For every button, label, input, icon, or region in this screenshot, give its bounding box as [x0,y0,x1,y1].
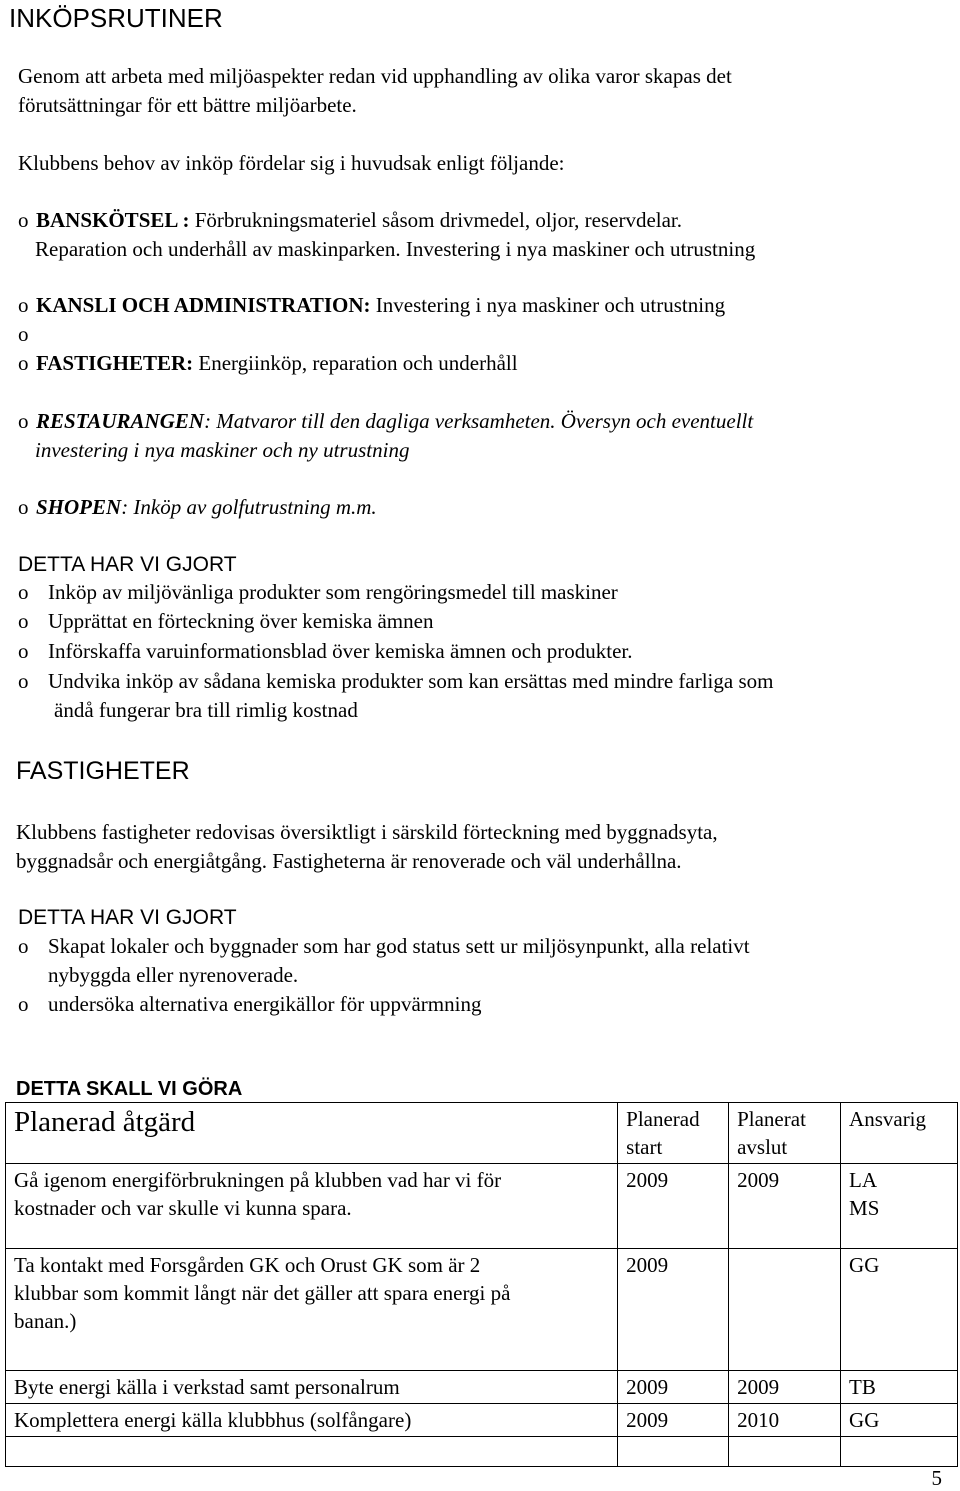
header-cell [618,1103,729,1164]
table-row [6,1437,958,1467]
bullet: o [18,409,29,433]
intro-line-1: Genom att arbeta med miljöaspekter redan vid upphandling av olika varor skapas det [18,64,732,88]
bullet: o [18,639,29,663]
start-cell: 2009 [618,1164,729,1249]
fastigheter-line-1: Klubbens fastigheter redovisas översiktligt i särskild förteckning med byggnadsyta, [16,820,718,844]
category-fastigheter [18,349,518,378]
category-banskotsel [18,206,682,235]
row-1-action-2: kostnader och var skulle vi kunna spara. [14,1196,352,1220]
kansli-label: KANSLI OCH ADMINISTRATION: [36,293,371,317]
row-1-resp-2: MS [849,1196,880,1220]
shopen-text: : Inköp av golfutrustning m.m. [121,495,377,519]
done2-item-1-text: Skapat lokaler och byggnader som har god status sett ur miljösynpunkt, alla relativt [48,934,750,958]
end-cell: 2009 [729,1371,841,1404]
action-cell [6,1249,618,1371]
table-row [6,1371,958,1404]
bullet: o [18,992,29,1016]
plan-table [5,1102,958,1467]
done1-item-4-cont: ändå fungerar bra till rimlig kostnad [54,698,358,722]
bullet: o [18,293,29,317]
done2-item-1 [18,932,750,961]
done2-item-1-cont: nybyggda eller nyrenoverade. [48,963,299,987]
done2-item-2 [18,990,481,1019]
page-number: 5 [931,1466,942,1490]
banskotsel-line-2 [35,235,755,264]
fastigheter-label: FASTIGHETER: [36,351,194,375]
header-cell [6,1103,618,1164]
bullet: o [18,934,29,958]
header-start-2: start [626,1135,663,1159]
bullet: o [18,669,29,693]
shopen-label: SHOPEN [36,495,122,519]
done1-item-1-text: Inköp av miljövänliga produkter som rengöringsmedel till maskiner [48,580,618,604]
row-2-action-1: Ta kontakt med Forsgården GK och Orust GK som är 2 [14,1253,481,1277]
row-1-action-1: Gå igenom energiförbrukningen på klubben vad har vi för [14,1168,502,1192]
resp-cell [841,1164,958,1249]
end-cell [729,1249,841,1371]
bullet: o [18,580,29,604]
done1-item-1 [18,578,618,607]
banskotsel-text-1: Förbrukningsmateriel såsom drivmedel, oljor, reservdelar. [194,208,683,232]
done1-item-3 [18,637,633,666]
row-2-action-3: banan.) [14,1309,77,1333]
category-restaurangen [18,407,753,436]
table-row [6,1164,958,1249]
done-heading-2: DETTA HAR VI GJORT [18,906,237,929]
start-cell: 2009 [618,1249,729,1371]
start-cell [618,1437,729,1467]
end-cell: 2010 [729,1404,841,1437]
done-heading-1: DETTA HAR VI GJORT [18,553,237,576]
bullet: o [18,495,29,519]
restaurangen-text-1: : Matvaror till den dagliga verksamheten. Översyn och eventuellt [204,409,754,433]
table-row [6,1404,958,1437]
bullet: o [18,208,29,232]
category-shopen [18,493,377,522]
action-cell [6,1164,618,1249]
fastigheter-line-2: byggnadsår och energiåtgång. Fastigheterna är renoverade och väl underhållna. [16,849,682,873]
header-action: Planerad åtgärd [14,1106,196,1138]
restaurangen-text-2: investering i nya maskiner och ny utrustning [35,438,410,462]
kansli-text: Investering i nya maskiner och utrustning [375,293,726,317]
resp-cell: TB [841,1371,958,1404]
start-cell: 2009 [618,1404,729,1437]
banskotsel-label: BANSKÖTSEL : [36,208,190,232]
plan-heading: DETTA SKALL VI GÖRA [16,1078,243,1100]
intro-line-2: förutsättningar för ett bättre miljöarbete. [18,93,357,117]
action-cell: Byte energi källa i verkstad samt personalrum [6,1371,618,1404]
header-end-2: avslut [737,1135,788,1159]
row-2-action-2: klubbar som kommit långt när det gäller att spara energi på [14,1281,511,1305]
start-cell: 2009 [618,1371,729,1404]
header-cell [729,1103,841,1164]
resp-cell [841,1437,958,1467]
done1-item-4-text: Undvika inköp av sådana kemiska produkter som kan ersättas med mindre farliga som [48,669,774,693]
fastigheter-text: Energiinköp, reparation och underhåll [198,351,518,375]
end-cell: 2009 [729,1164,841,1249]
empty-bullet: o [18,322,29,346]
done1-item-4 [18,667,773,696]
header-start-1: Planerad [626,1107,700,1131]
restaurangen-label: RESTAURANGEN [36,409,205,433]
page-title: INKÖPSRUTINER [9,3,223,33]
intro-line-3: Klubbens behov av inköp fördelar sig i huvudsak enligt följande: [18,151,565,175]
table-row [6,1249,958,1371]
header-resp: Ansvarig [849,1107,927,1131]
action-cell: Komplettera energi källa klubbhus (solfångare) [6,1404,618,1437]
done1-item-2-text: Upprättat en förteckning över kemiska ämnen [48,609,434,633]
resp-cell: GG [841,1249,958,1371]
banskotsel-text-2: Reparation och underhåll av maskinparken. [35,237,401,261]
row-1-resp-1: LA [849,1168,878,1192]
done1-item-2 [18,607,433,636]
resp-cell: GG [841,1404,958,1437]
bullet: o [18,351,29,375]
done1-item-3-text: Införskaffa varuinformationsblad över kemiska ämnen och produkter. [48,639,633,663]
fastigheter-heading: FASTIGHETER [16,757,190,785]
action-cell [6,1437,618,1467]
header-end-1: Planerat [737,1107,806,1131]
end-cell [729,1437,841,1467]
table-header-row [6,1103,958,1164]
category-kansli [18,291,725,320]
bullet: o [18,609,29,633]
banskotsel-text-3: Investering i nya maskiner och utrustning [405,237,756,261]
header-cell [841,1103,958,1164]
done2-item-2-text: undersöka alternativa energikällor för uppvärmning [48,992,482,1016]
